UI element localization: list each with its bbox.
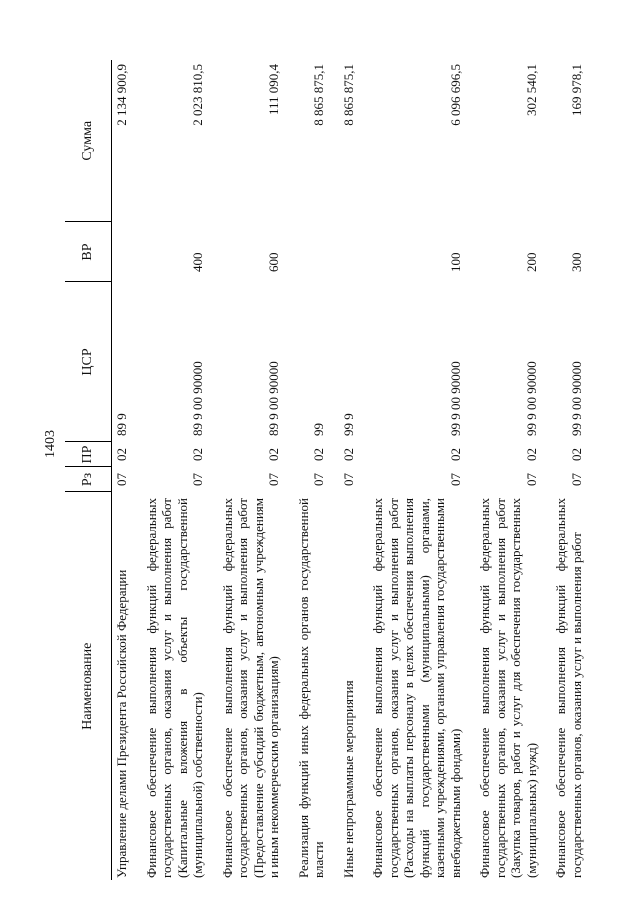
rotated-table-page (65, 60, 607, 880)
table-row (285, 60, 330, 880)
row-name: Управление делами Президента Российской Федерации (114, 569, 129, 878)
row-rz: 07 (311, 473, 326, 486)
table-row (359, 60, 466, 880)
row-name: Реализация функций иных федеральных органов государственной власти (295, 498, 326, 878)
header-rz: Рз (65, 467, 112, 492)
header-vr: ВР (65, 222, 112, 282)
row-sum: 302 540,1 (523, 64, 539, 116)
table-header-row (65, 60, 112, 880)
table-row (542, 60, 587, 880)
row-rz: 07 (340, 473, 356, 486)
table-row (466, 60, 542, 880)
row-pr: 02 (190, 448, 205, 461)
row-vr: 400 (190, 252, 205, 272)
row-csr: 89 9 00 90000 (190, 361, 205, 436)
row-rz: 07 (190, 473, 205, 486)
row-sum: 6 096 696,5 (447, 64, 463, 126)
page-number: 1403 (43, 430, 58, 458)
row-rz: 07 (523, 473, 539, 486)
row-rz: 07 (266, 473, 281, 486)
header-csr: ЦСР (65, 282, 112, 442)
row-csr: 99 9 (340, 413, 356, 436)
row-pr: 02 (266, 448, 281, 461)
row-vr (330, 222, 360, 282)
row-name: Иные непрограммные мероприятия (340, 680, 356, 878)
row-pr: 02 (114, 448, 129, 461)
row-rz: 07 (447, 473, 463, 486)
row-pr: 02 (311, 448, 326, 461)
row-pr: 02 (340, 448, 356, 461)
row-csr: 89 9 00 90000 (266, 361, 281, 436)
row-name: Финансовое обеспечение выполнения функций федеральных государственных органов, оказания услуг и выполнения работ (Закупка товаров, работ и услуг для обеспечения государственных (муниципальных) нужд) (477, 498, 539, 878)
row-csr: 89 9 (114, 413, 129, 436)
row-name: Финансовое обеспечение выполнения функций федеральных государственных органов, оказания услуг и выполнения работ (Предоставление субсидий бюджетным, автономным учреждениям и иным некоммерческим организациям) (219, 498, 281, 878)
budget-table (65, 60, 587, 880)
row-sum: 8 865 875,1 (340, 64, 356, 126)
row-sum: 2 134 900,9 (114, 64, 129, 126)
row-csr: 99 9 00 90000 (523, 361, 539, 436)
table-row (112, 60, 133, 880)
row-name: Финансовое обеспечение выполнения функций федеральных государственных органов, оказания услуг и выполнения работ (Расходы на выплаты персоналу в целях обеспечения выполнения функций государственными (муниципальными) органами, казенными учреждениями, органами управления государственными внебюджетными фондами) (370, 498, 463, 878)
row-pr: 02 (568, 448, 584, 461)
row-vr (285, 222, 330, 282)
row-name: Финансовое обеспечение выполнения функций федеральных государственных органов, оказания услуг и выполнения работ (Капитальные вложения в объекты государственной (муниципальной) собственности) (143, 498, 205, 878)
row-sum: 169 978,1 (568, 64, 584, 116)
row-vr: 200 (523, 252, 539, 272)
row-rz: 07 (568, 473, 584, 486)
table-row (330, 60, 360, 880)
row-csr: 99 9 00 90000 (568, 361, 584, 436)
row-pr: 02 (523, 448, 539, 461)
row-rz: 07 (114, 473, 129, 486)
row-csr: 99 (311, 423, 326, 436)
row-name: Финансовое обеспечение выполнения функций федеральных государственных органов, оказания услуг и выполнения работ (553, 498, 584, 878)
row-sum: 111 090,4 (266, 64, 281, 116)
header-sum: Сумма (65, 60, 112, 222)
row-csr: 99 9 00 90000 (447, 361, 463, 436)
table-row (133, 60, 209, 880)
row-vr: 100 (447, 252, 463, 272)
row-sum: 8 865 875,1 (311, 64, 326, 126)
header-name: Наименование (65, 492, 112, 880)
row-vr: 300 (568, 252, 584, 272)
row-sum: 2 023 810,5 (190, 64, 205, 126)
row-vr: 600 (266, 252, 281, 272)
row-pr: 02 (447, 448, 463, 461)
row-vr (112, 222, 133, 282)
header-pr: ПР (65, 442, 112, 467)
table-row (209, 60, 285, 880)
